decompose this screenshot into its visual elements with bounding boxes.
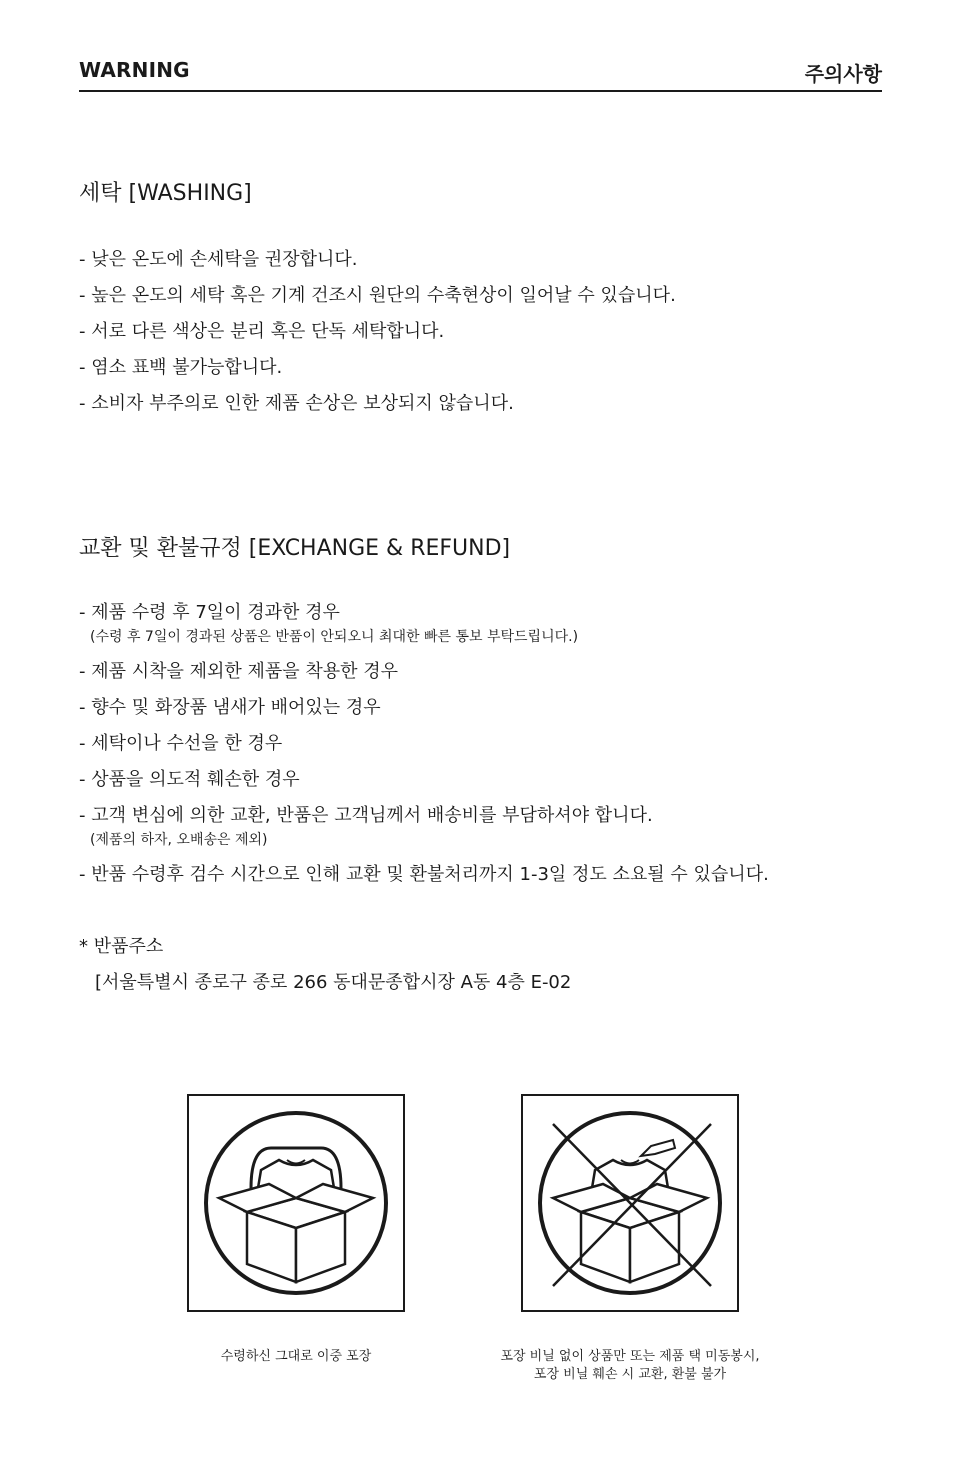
- warning-title-korean: 주의사항: [804, 62, 882, 86]
- washing-item-5: - 소비자 부주의로 인한 제품 손상은 보상되지 않습니다.: [79, 393, 514, 414]
- exchange-item-5: - 상품을 의도적 훼손한 경우: [79, 769, 300, 790]
- return-address-label: * 반품주소: [79, 936, 164, 957]
- no-packaging-caption-line-1: 포장 비닐 없이 상품만 또는 제품 택 미동봉시,: [500, 1349, 760, 1364]
- no-packaging-icon: [521, 1094, 739, 1312]
- exchange-item-3: - 향수 및 화장품 냄새가 배어있는 경우: [79, 697, 381, 718]
- warning-title: WARNING: [79, 58, 190, 82]
- return-address: [서울특별시 종로구 종로 266 동대문종합시장 A동 4층 E-02: [95, 972, 572, 993]
- header-bar: [79, 58, 882, 92]
- exchange-note-6: (제품의 하자, 오배송은 제외): [90, 832, 268, 848]
- exchange-title: 교환 및 환불규정 [EXCHANGE & REFUND]: [79, 536, 511, 561]
- double-packaging-caption: 수령하신 그대로 이중 포장: [220, 1349, 372, 1364]
- washing-item-1: - 낮은 온도에 손세탁을 권장합니다.: [79, 249, 358, 270]
- washing-item-2: - 높은 온도의 세탁 혹은 기계 건조시 원단의 수축현상이 일어날 수 있습니다.: [79, 285, 676, 306]
- double-packaging-icon: [187, 1094, 405, 1312]
- crossed-box-icon: [523, 1096, 737, 1310]
- exchange-item-6: - 고객 변심에 의한 교환, 반품은 고객님께서 배송비를 부담하셔야 합니다.: [79, 805, 653, 826]
- washing-section: [79, 180, 879, 208]
- washing-title: 세탁 [WASHING]: [79, 181, 252, 206]
- washing-item-4: - 염소 표백 불가능합니다.: [79, 357, 283, 378]
- exchange-item-4: - 세탁이나 수선을 한 경우: [79, 733, 283, 754]
- exchange-note-1: (수령 후 7일이 경과된 상품은 반품이 안되오니 최대한 빠른 통보 부탁드립니다.): [90, 629, 579, 645]
- no-packaging-caption-line-2: 포장 비닐 훼손 시 교환, 환불 불가: [533, 1367, 727, 1382]
- boxed-shirt-icon: [189, 1096, 403, 1310]
- exchange-item-1: - 제품 수령 후 7일이 경과한 경우: [79, 602, 340, 623]
- exchange-item-7: - 반품 수령후 검수 시간으로 인해 교환 및 환불처리까지 1-3일 정도 소요될 수 있습니다.: [79, 864, 769, 885]
- washing-item-3: - 서로 다른 색상은 분리 혹은 단독 세탁합니다.: [79, 321, 445, 342]
- exchange-item-2: - 제품 시착을 제외한 제품을 착용한 경우: [79, 661, 399, 682]
